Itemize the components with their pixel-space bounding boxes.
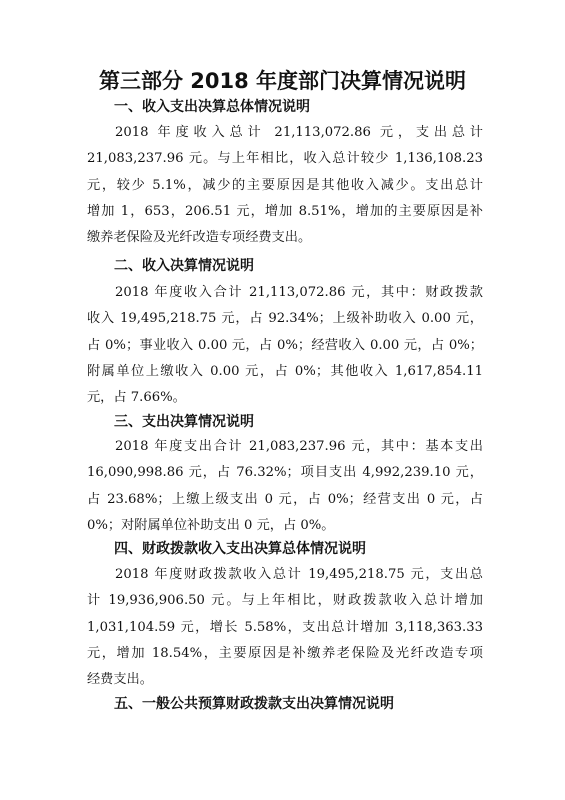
paragraph-line: 占 0%；事业收入 0.00 元，占 0%；经营收入 0.00 元，占 0%；: [87, 337, 483, 353]
paragraph-line: 2018 年度支出合计 21,083,237.96 元，其中：基本支出: [115, 439, 483, 454]
section-body-1: [87, 120, 483, 251]
paragraph-line: 21,083,237.96 元。与上年相比，收入总计较少 1,136,108.23: [87, 151, 483, 167]
section-heading-5: 五、一般公共预算财政拨款支出决算情况说明: [114, 696, 394, 712]
paragraph-line: 元，增加 18.54%，主要原因是补缴养老保险及光纤改造专项: [87, 645, 483, 661]
paragraph-line: 2018 年度收入总计 21,113,072.86 元，支出总计: [115, 125, 483, 140]
section-body-3: [87, 434, 483, 539]
section-body-2: [87, 280, 483, 411]
paragraph-line: 缴养老保险及光纤改造专项经费支出。: [87, 230, 312, 246]
paragraph-line: 16,090,998.86 元，占 76.32%；项目支出 4,992,239.10 元，: [87, 465, 483, 481]
paragraph-line: 经费支出。: [87, 672, 153, 688]
paragraph-line: 计 19,936,906.50 元。与上年相比，财政拨款收入总计增加: [87, 593, 483, 609]
section-heading-4: 四、财政拨款收入支出决算总体情况说明: [114, 541, 366, 557]
paragraph-line: 2018 年度财政拨款收入总计 19,495,218.75 元，支出总: [115, 567, 483, 582]
paragraph-line: 收入 19,495,218.75 元，占 92.34%；上级补助收入 0.00 元，: [87, 311, 483, 327]
paragraph-line: 2018 年度收入合计 21,113,072.86 元，其中：财政拨款: [115, 285, 483, 300]
paragraph-line: 元，较少 5.1%，减少的主要原因是其他收入减少。支出总计: [87, 177, 483, 193]
paragraph-line: 0%；对附属单位补助支出 0 元，占 0%。: [87, 517, 335, 533]
paragraph-line: 元，占 7.66%。: [87, 390, 186, 406]
paragraph-line: 附属单位上缴收入 0.00 元，占 0%；其他收入 1,617,854.11: [87, 363, 483, 379]
section-heading-1: 一、收入支出决算总体情况说明: [114, 99, 310, 115]
section-heading-2: 二、收入决算情况说明: [114, 258, 254, 274]
paragraph-line: 1,031,104.59 元，增长 5.58%，支出总计增加 3,118,363.33: [87, 619, 483, 635]
section-body-4: [87, 562, 483, 693]
paragraph-line: 占 23.68%；上缴上级支出 0 元，占 0%；经营支出 0 元，占: [87, 491, 483, 507]
paragraph-line: 增加 1，653，206.51 元，增加 8.51%，增加的主要原因是补: [87, 203, 483, 219]
page-title: 第三部分 2018 年度部门决算情况说明: [98, 69, 467, 93]
section-heading-3: 三、支出决算情况说明: [114, 414, 254, 430]
